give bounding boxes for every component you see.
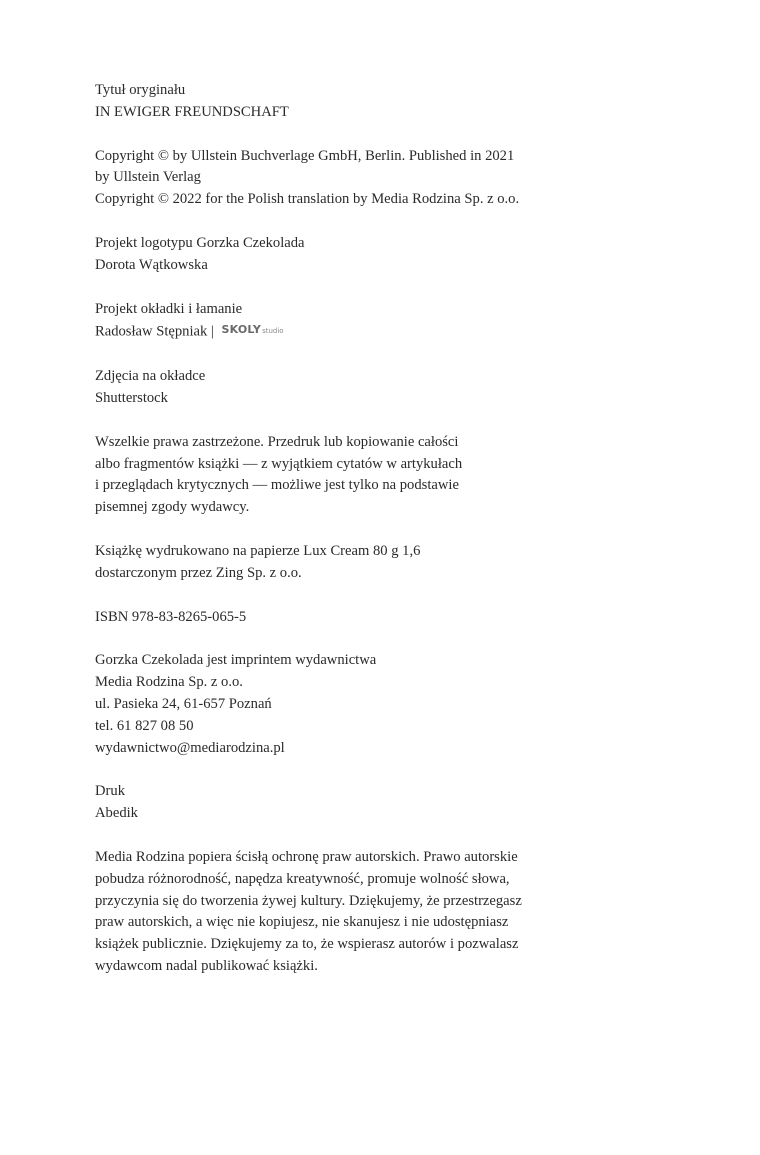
copyright-notice-block — [95, 847, 715, 978]
notice-line: przyczynia się do tworzenia żywej kultury. Dziękujemy, że przestrzegasz — [95, 892, 522, 909]
notice-line: książek publicznie. Dziękujemy za to, że wspierasz autorów i pozwalasz — [95, 936, 519, 953]
isbn: ISBN 978-83-8265-065-5 — [95, 608, 247, 625]
notice-line: praw autorskich, a więc nie kopiujesz, nie skanujesz i nie udostępniasz — [95, 914, 509, 931]
original-title-block — [95, 80, 715, 124]
printer-name: Abedik — [95, 805, 138, 822]
notice-line: wydawcom nadal publikować książki. — [95, 957, 318, 974]
translation-copyright-line: Copyright © 2022 for the Polish translation by Media Rodzina Sp. z o.o. — [95, 191, 520, 208]
paper-line: Książkę wydrukowano na papierze Lux Cream 80 g 1,6 — [95, 542, 421, 559]
publisher-name: Media Rodzina Sp. z o.o. — [95, 674, 243, 691]
isbn-block — [95, 607, 715, 629]
copyright-block — [95, 146, 715, 211]
publisher-line: Gorzka Czekolada jest imprintem wydawnictwa — [95, 652, 377, 669]
publisher-email: wydawnictwo@mediarodzina.pl — [95, 739, 285, 756]
copyright-line: by Ullstein Verlag — [95, 169, 201, 186]
cover-design-label: Projekt okładki i łamanie — [95, 300, 243, 317]
notice-line: Media Rodzina popiera ścisłą ochronę praw autorskich. Prawo autorskie — [95, 848, 518, 865]
studio-logo — [222, 319, 284, 343]
copyright-line: Copyright © by Ullstein Buchverlage GmbH, Berlin. Published in 2021 — [95, 147, 515, 164]
rights-block — [95, 432, 715, 519]
rights-line: albo fragmentów książki — z wyjątkiem cytatów w artykułach — [95, 455, 463, 472]
paper-supplier-line: dostarczonym przez Zing Sp. z o.o. — [95, 564, 302, 581]
cover-designer-line — [95, 320, 715, 344]
logo-design-block — [95, 233, 715, 277]
copyright-page — [95, 80, 715, 1000]
publisher-phone: tel. 61 827 08 50 — [95, 717, 194, 734]
original-title-value: IN EWIGER FREUNDSCHAFT — [95, 103, 289, 120]
rights-line: i przeglądach krytycznych — możliwe jest tylko na podstawie — [95, 477, 459, 494]
cover-photos-source: Shutterstock — [95, 389, 168, 406]
publisher-address: ul. Pasieka 24, 61-657 Poznań — [95, 695, 272, 712]
publisher-block — [95, 650, 715, 759]
notice-line: pobudza różnorodność, napędza kreatywność, promuje wolność słowa, — [95, 870, 510, 887]
cover-photos-label: Zdjęcia na okładce — [95, 368, 206, 385]
studio-logo-sub: studio — [262, 327, 284, 336]
logo-design-label: Projekt logotypu Gorzka Czekolada — [95, 234, 305, 251]
cover-design-block — [95, 299, 715, 345]
rights-line: pisemnej zgody wydawcy. — [95, 499, 250, 516]
cover-photos-block — [95, 366, 715, 410]
logo-designer-name: Dorota Wątkowska — [95, 256, 208, 273]
print-label: Druk — [95, 783, 125, 800]
studio-logo-mark: SKOLY — [221, 323, 262, 337]
print-block — [95, 781, 715, 825]
cover-designer-name: Radosław Stępniak | — [95, 323, 214, 340]
original-title-label: Tytuł oryginału — [95, 82, 186, 98]
rights-line: Wszelkie prawa zastrzeżone. Przedruk lub kopiowanie całości — [95, 433, 459, 450]
paper-block — [95, 541, 715, 585]
